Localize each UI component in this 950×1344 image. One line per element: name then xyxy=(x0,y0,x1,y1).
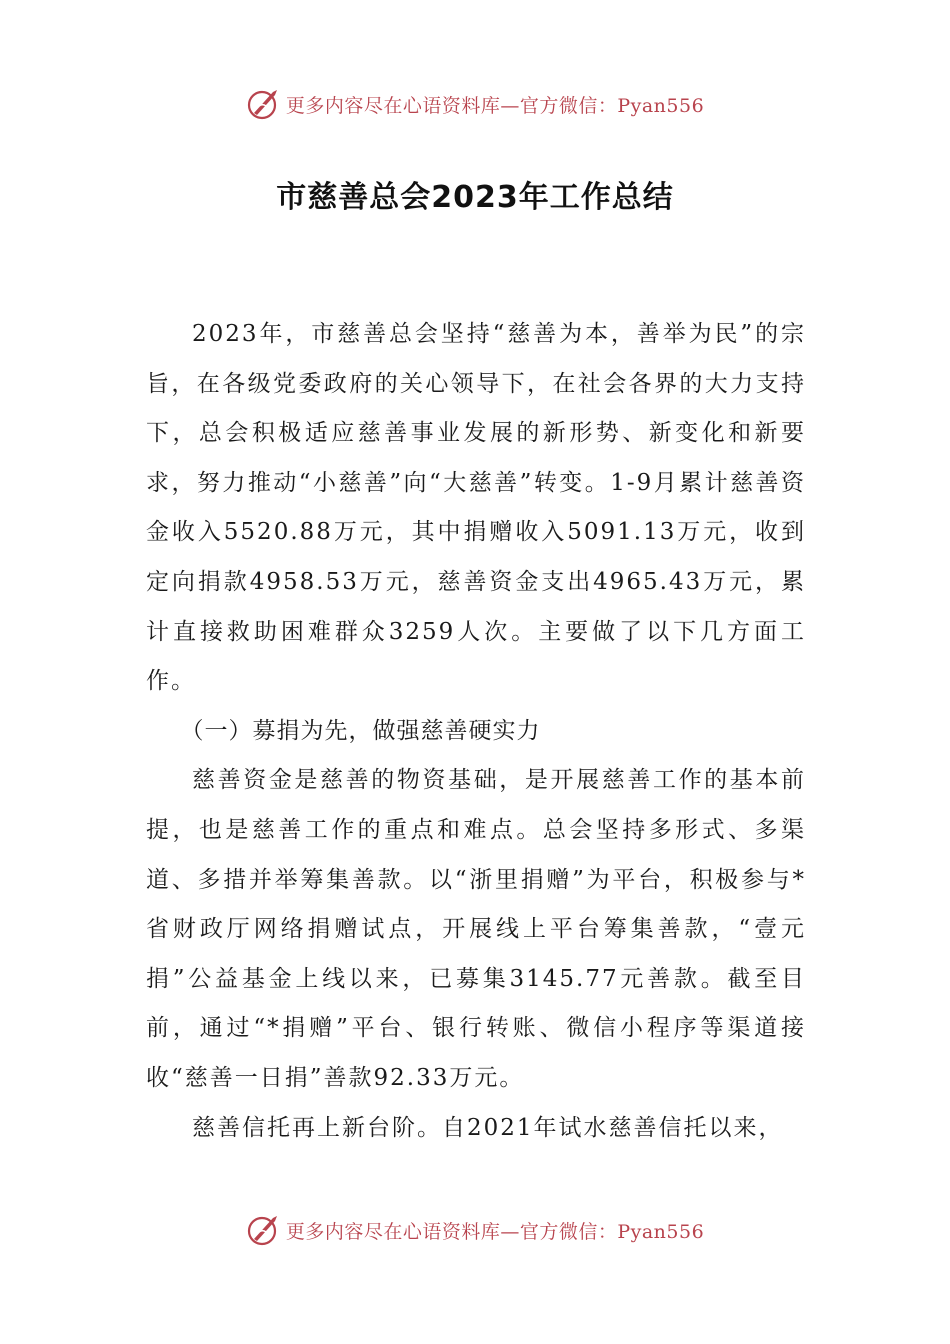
watermark-text: 更多内容尽在心语资料库—官方微信：Pyan556 xyxy=(285,94,705,117)
quill-circle-icon xyxy=(246,1212,282,1248)
paragraph-trust: 慈善信托再上新台阶。自2021年试水慈善信托以来， xyxy=(192,1114,784,1141)
paragraph-intro: 2023年，市慈善总会坚持“慈善为本，善举为民”的宗旨，在各级党委政府的关心领导下，在社会各界的大力支持下，总会积极适应慈善事业发展的新形势、新变化和新要求，努力推动“小慈善”向“大慈善”转变。1-9月累计慈善资金收入5520.88万元，其中捐赠收入5091.13万元，收到定向捐款4958.53万元，慈善资金支出4965.43万元，累计直接救助困难群众3259人次。主要做了以下几方面工作。 xyxy=(146,321,806,695)
paragraph-fundraising: 慈善资金是慈善的物资基础，是开展慈善工作的基本前提，也是慈善工作的重点和难点。总会坚持多形式、多渠道、多措并举筹集善款。以“浙里捐赠”为平台，积极参与*省财政厅网络捐赠试点，开展线上平台筹集善款，“壹元捐”公益基金上线以来，已募集3145.77元善款。截至目前，通过“*捐赠”平台、银行转账、微信小程序等渠道接收“慈善一日捐”善款92.33万元。 xyxy=(146,767,806,1091)
quill-circle-icon xyxy=(246,86,282,122)
watermark-header xyxy=(0,84,950,124)
document-title: 市慈善总会2023年工作总结 xyxy=(276,180,674,215)
document-body xyxy=(146,310,806,1153)
watermark-text: 更多内容尽在心语资料库—官方微信：Pyan556 xyxy=(285,1220,705,1243)
section-heading: （一）募捐为先，做强慈善硬实力 xyxy=(180,717,541,744)
watermark-footer xyxy=(0,1210,950,1250)
